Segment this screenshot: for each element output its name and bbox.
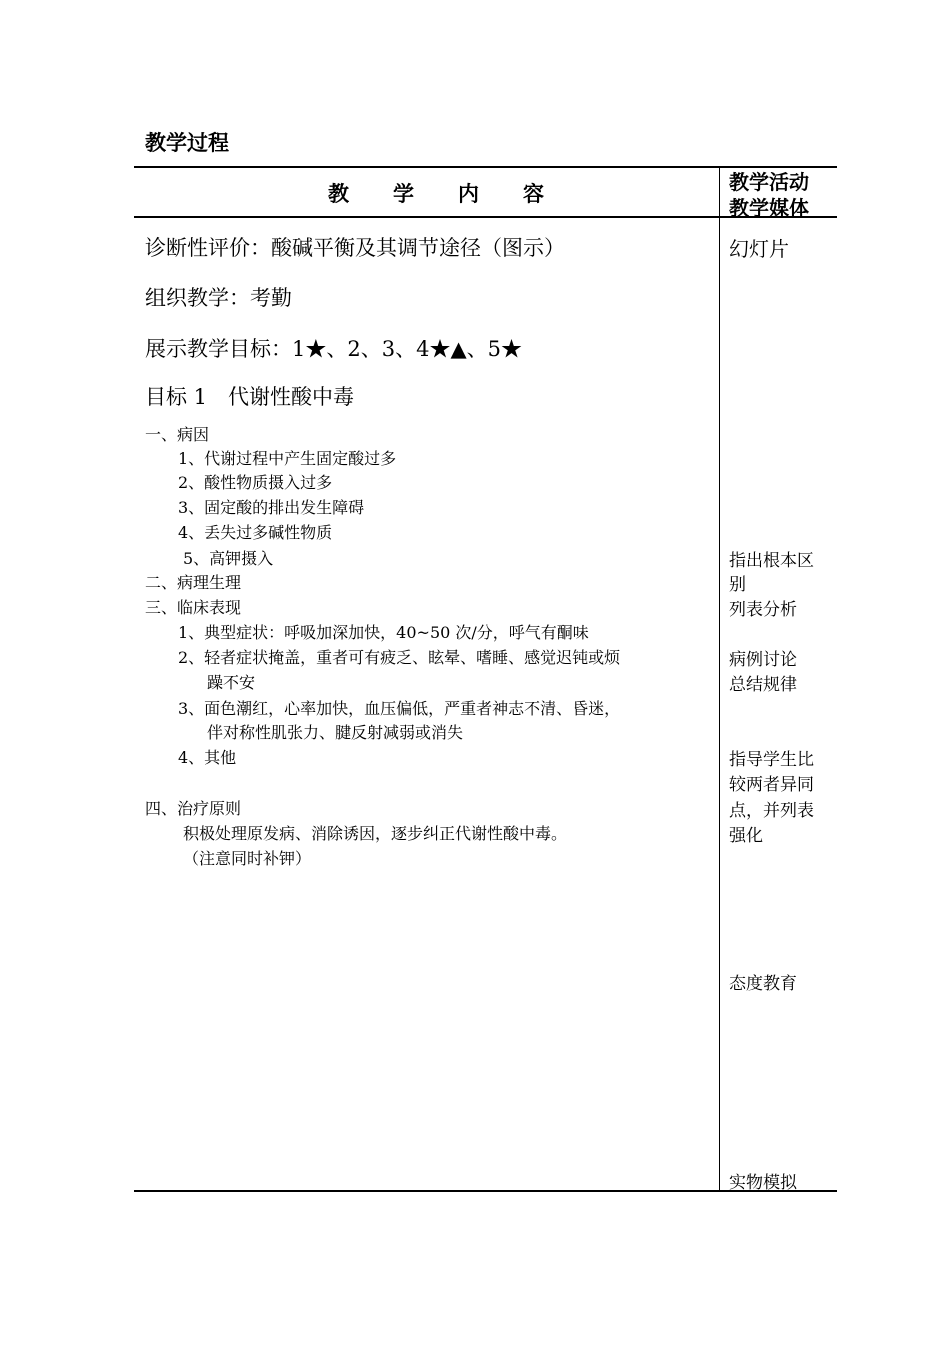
header-content — [328, 178, 588, 208]
activity-guide-cont: 强化 — [729, 826, 763, 846]
activity-model: 实物模拟 — [729, 1173, 797, 1193]
activity-guide-cont: 点，并列表 — [729, 801, 814, 821]
activity-guide: 指导学生比 — [729, 750, 814, 770]
list-item-continuation: 伴对称性肌张力、腱反射减弱或消失 — [207, 723, 464, 742]
header-activity-line2: 教学媒体 — [729, 196, 809, 220]
section-heading: 二、病理生理 — [145, 573, 242, 592]
header-char: 内 — [458, 182, 479, 206]
section-heading: 一、病因 — [145, 425, 210, 444]
header-char: 教 — [328, 182, 349, 206]
list-item: 5、高钾摄入 — [183, 549, 274, 568]
list-item: 4、其他 — [178, 748, 237, 767]
activity-point-out: 指出根本区 — [729, 551, 814, 571]
teaching-goals: 展示教学目标：1★、2、3、4★▲、5★ — [145, 337, 522, 361]
list-item-continuation: 躁不安 — [207, 673, 256, 692]
header-char: 学 — [393, 182, 414, 206]
activity-case-discussion: 病例讨论 — [729, 650, 797, 670]
treatment-note: （注意同时补钾） — [183, 849, 312, 868]
list-item: 1、代谢过程中产生固定酸过多 — [178, 449, 397, 468]
list-item: 3、面色潮红，心率加快，血压偏低，严重者神志不清、昏迷， — [178, 699, 621, 718]
activity-attitude: 态度教育 — [729, 974, 797, 994]
activity-guide-cont: 较两者异同 — [729, 775, 814, 795]
column-divider — [719, 166, 720, 1192]
diagnostic-eval: 诊断性评价：酸碱平衡及其调节途径（图示） — [145, 236, 565, 260]
list-item: 2、轻者症状掩盖，重者可有疲乏、眩晕、嗜睡、感觉迟钝或烦 — [178, 648, 621, 667]
list-item: 2、酸性物质摄入过多 — [178, 473, 333, 492]
section-title: 教学过程 — [145, 131, 229, 155]
section-heading: 三、临床表现 — [145, 598, 242, 617]
list-item: 4、丢失过多碱性物质 — [178, 523, 333, 542]
activity-table-analysis: 列表分析 — [729, 600, 797, 620]
header-char: 容 — [523, 182, 544, 206]
activity-summary: 总结规律 — [729, 675, 797, 695]
treatment-text: 积极处理原发病、消除诱因，逐步纠正代谢性酸中毒。 — [183, 824, 568, 843]
goal1-title: 目标 1 代谢性酸中毒 — [145, 385, 355, 409]
organize-teaching: 组织教学：考勤 — [145, 286, 292, 310]
section-heading: 四、治疗原则 — [145, 799, 242, 818]
header-activity-line1: 教学活动 — [729, 170, 809, 194]
activity-slides: 幻灯片 — [729, 237, 789, 261]
list-item: 1、典型症状：呼吸加深加快，40~50 次/分，呼气有酮味 — [178, 623, 589, 642]
activity-point-out-cont: 别 — [729, 575, 746, 595]
list-item: 3、固定酸的排出发生障碍 — [178, 498, 365, 517]
